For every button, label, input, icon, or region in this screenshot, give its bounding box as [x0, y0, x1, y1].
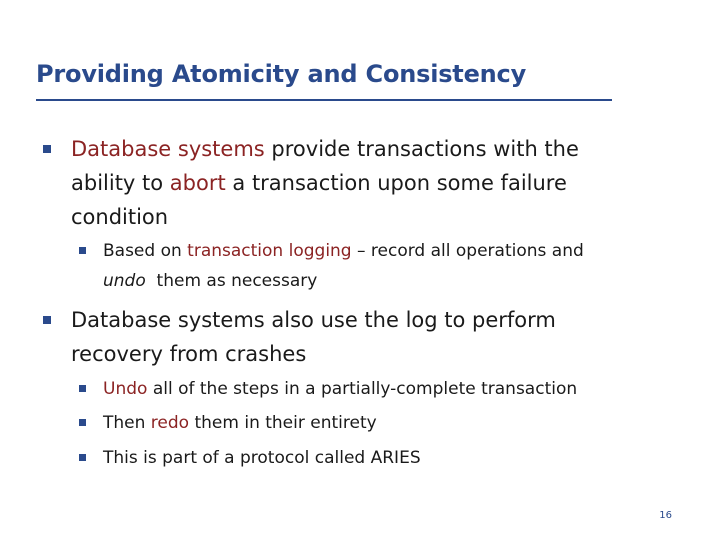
bullet-line: [71, 303, 556, 337]
square-bullet-icon: [79, 419, 86, 426]
bullet-text: Undo: [103, 379, 148, 399]
bullet-text: a transaction upon some failure: [225, 171, 567, 195]
bullet-line: [103, 236, 584, 266]
bullet-text: transaction logging: [187, 241, 352, 261]
bullet-text: Database systems: [71, 137, 265, 161]
bullet-text: them as necessary: [145, 271, 318, 291]
bullet-text: them in their entirety: [189, 413, 377, 433]
page-number: 16: [659, 510, 672, 521]
sub-bullet-redo: [103, 408, 377, 438]
bullet-text: all of the steps in a partially-complete transaction: [147, 379, 578, 399]
bullet-line: [71, 132, 579, 166]
bullet-line: [103, 374, 577, 404]
bullet-text: recovery from crashes: [71, 342, 307, 366]
bullet-text: This is part of a protocol called ARIES: [103, 448, 421, 468]
bullet-text: – record all operations and: [351, 241, 584, 261]
square-bullet-icon: [43, 316, 51, 324]
bullet-text: undo: [103, 271, 146, 291]
square-bullet-icon: [43, 145, 51, 153]
bullet-line: [71, 166, 579, 200]
bullet-line: [71, 200, 579, 234]
bullet-text: Database systems also use the log to perform: [71, 308, 556, 332]
bullet-text: redo: [150, 413, 190, 433]
bullet-log-recovery: [71, 303, 556, 371]
square-bullet-icon: [79, 385, 86, 392]
sub-bullet-aries: [103, 443, 421, 473]
bullet-text: provide transactions with the: [264, 137, 579, 161]
square-bullet-icon: [79, 454, 86, 461]
bullet-line: [103, 408, 377, 438]
bullet-db-systems-abort: [71, 132, 579, 234]
bullet-line: [103, 443, 421, 473]
bullet-text: abort: [169, 171, 226, 195]
sub-bullet-undo: [103, 374, 577, 404]
slide-title: Providing Atomicity and Consistency: [36, 60, 527, 88]
bullet-text: ability to: [71, 171, 170, 195]
bullet-text: Then: [103, 413, 151, 433]
sub-bullet-transaction-logging: [103, 236, 584, 296]
square-bullet-icon: [79, 247, 86, 254]
bullet-line: [103, 266, 584, 296]
bullet-text: Based on: [103, 241, 188, 261]
bullet-text: condition: [71, 205, 169, 229]
bullet-line: [71, 337, 556, 371]
title-divider: [36, 99, 612, 101]
